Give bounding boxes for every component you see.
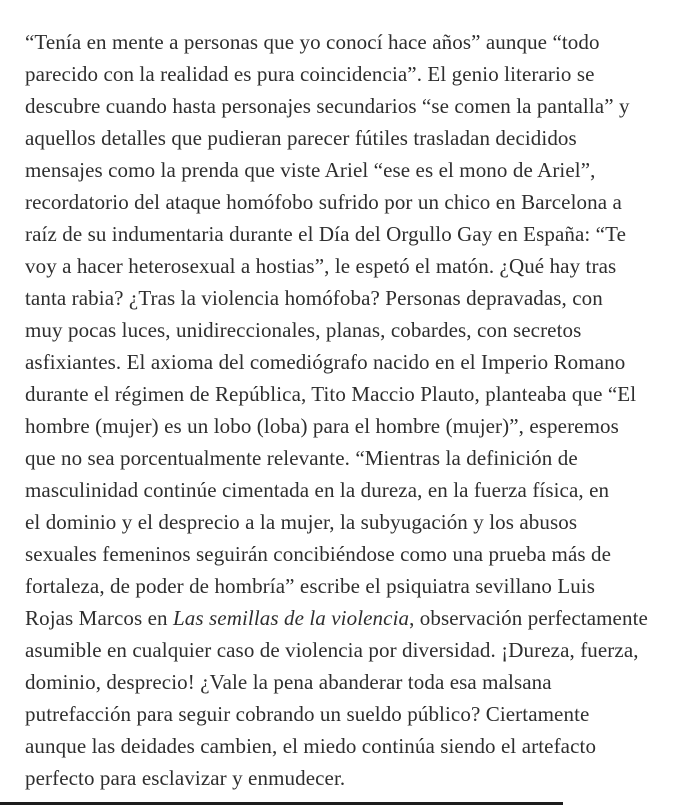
text-line xyxy=(25,346,669,378)
text-segment: recordatorio del ataque homófobo sufrido por un chico en Barcelona a xyxy=(25,190,622,214)
text-segment: “Tenía en mente a personas que yo conocí hace años” aunque “todo xyxy=(25,30,600,54)
text-line xyxy=(25,602,669,634)
text-segment: aunque las deidades cambien, el miedo continúa siendo el artefacto xyxy=(25,734,597,758)
text-line xyxy=(25,442,669,474)
text-line xyxy=(25,26,669,58)
text-segment: asumible en cualquier caso de violencia por diversidad. ¡Dureza, fuerza, xyxy=(25,638,639,662)
text-segment: dominio, desprecio! ¿Vale la pena abanderar toda esa malsana xyxy=(25,670,552,694)
text-line xyxy=(25,634,669,666)
text-line xyxy=(25,250,669,282)
text-segment: tanta rabia? ¿Tras la violencia homófoba? Personas depravadas, con xyxy=(25,286,603,310)
text-segment: hombre (mujer) es un lobo (loba) para el hombre (mujer)”, esperemos xyxy=(25,414,619,438)
text-segment: masculinidad continúe cimentada en la dureza, en la fuerza física, en xyxy=(25,478,610,502)
text-segment: Rojas Marcos en xyxy=(25,606,173,630)
book-title-italic: Las semillas de la violencia xyxy=(173,606,410,630)
text-line xyxy=(25,58,669,90)
text-line xyxy=(25,282,669,314)
text-segment: durante el régimen de República, Tito Maccio Plauto, planteaba que “El xyxy=(25,382,637,406)
text-line xyxy=(25,90,669,122)
text-line xyxy=(25,538,669,570)
text-line xyxy=(25,186,669,218)
text-segment: parecido con la realidad es pura coincidencia”. El genio literario se xyxy=(25,62,595,86)
text-line xyxy=(25,570,669,602)
text-line xyxy=(25,154,669,186)
text-segment: descubre cuando hasta personajes secundarios “se comen la pantalla” y xyxy=(25,94,630,118)
text-line xyxy=(25,410,669,442)
text-segment: asfixiantes. El axioma del comediógrafo nacido en el Imperio Romano xyxy=(25,350,626,374)
text-line xyxy=(25,378,669,410)
text-segment: sexuales femeninos seguirán concibiéndose como una prueba más de xyxy=(25,542,612,566)
text-line xyxy=(25,122,669,154)
text-segment: perfecto para esclavizar y enmudecer. xyxy=(25,766,346,790)
text-line xyxy=(25,730,669,762)
text-line xyxy=(25,762,669,794)
text-line xyxy=(25,698,669,730)
text-segment: fortaleza, de poder de hombría” escribe el psiquiatra sevillano Luis xyxy=(25,574,596,598)
text-segment: , observación perfectamente xyxy=(409,606,648,630)
text-segment: que no sea porcentualmente relevante. “Mientras la definición de xyxy=(25,446,578,470)
text-segment: aquellos detalles que pudieran parecer fútiles trasladan decididos xyxy=(25,126,577,150)
text-segment: putrefacción para seguir cobrando un sueldo público? Ciertamente xyxy=(25,702,590,726)
text-line xyxy=(25,314,669,346)
text-segment: muy pocas luces, unidireccionales, planas, cobardes, con secretos xyxy=(25,318,582,342)
text-segment: raíz de su indumentaria durante el Día del Orgullo Gay en España: “Te xyxy=(25,222,626,246)
text-line xyxy=(25,506,669,538)
paragraph xyxy=(25,26,669,794)
text-line xyxy=(25,218,669,250)
text-line xyxy=(25,666,669,698)
text-segment: el dominio y el desprecio a la mujer, la subyugación y los abusos xyxy=(25,510,578,534)
text-segment: voy a hacer heterosexual a hostias”, le espetó el matón. ¿Qué hay tras xyxy=(25,254,617,278)
text-line xyxy=(25,474,669,506)
text-segment: mensajes como la prenda que viste Ariel “ese es el mono de Ariel”, xyxy=(25,158,596,182)
